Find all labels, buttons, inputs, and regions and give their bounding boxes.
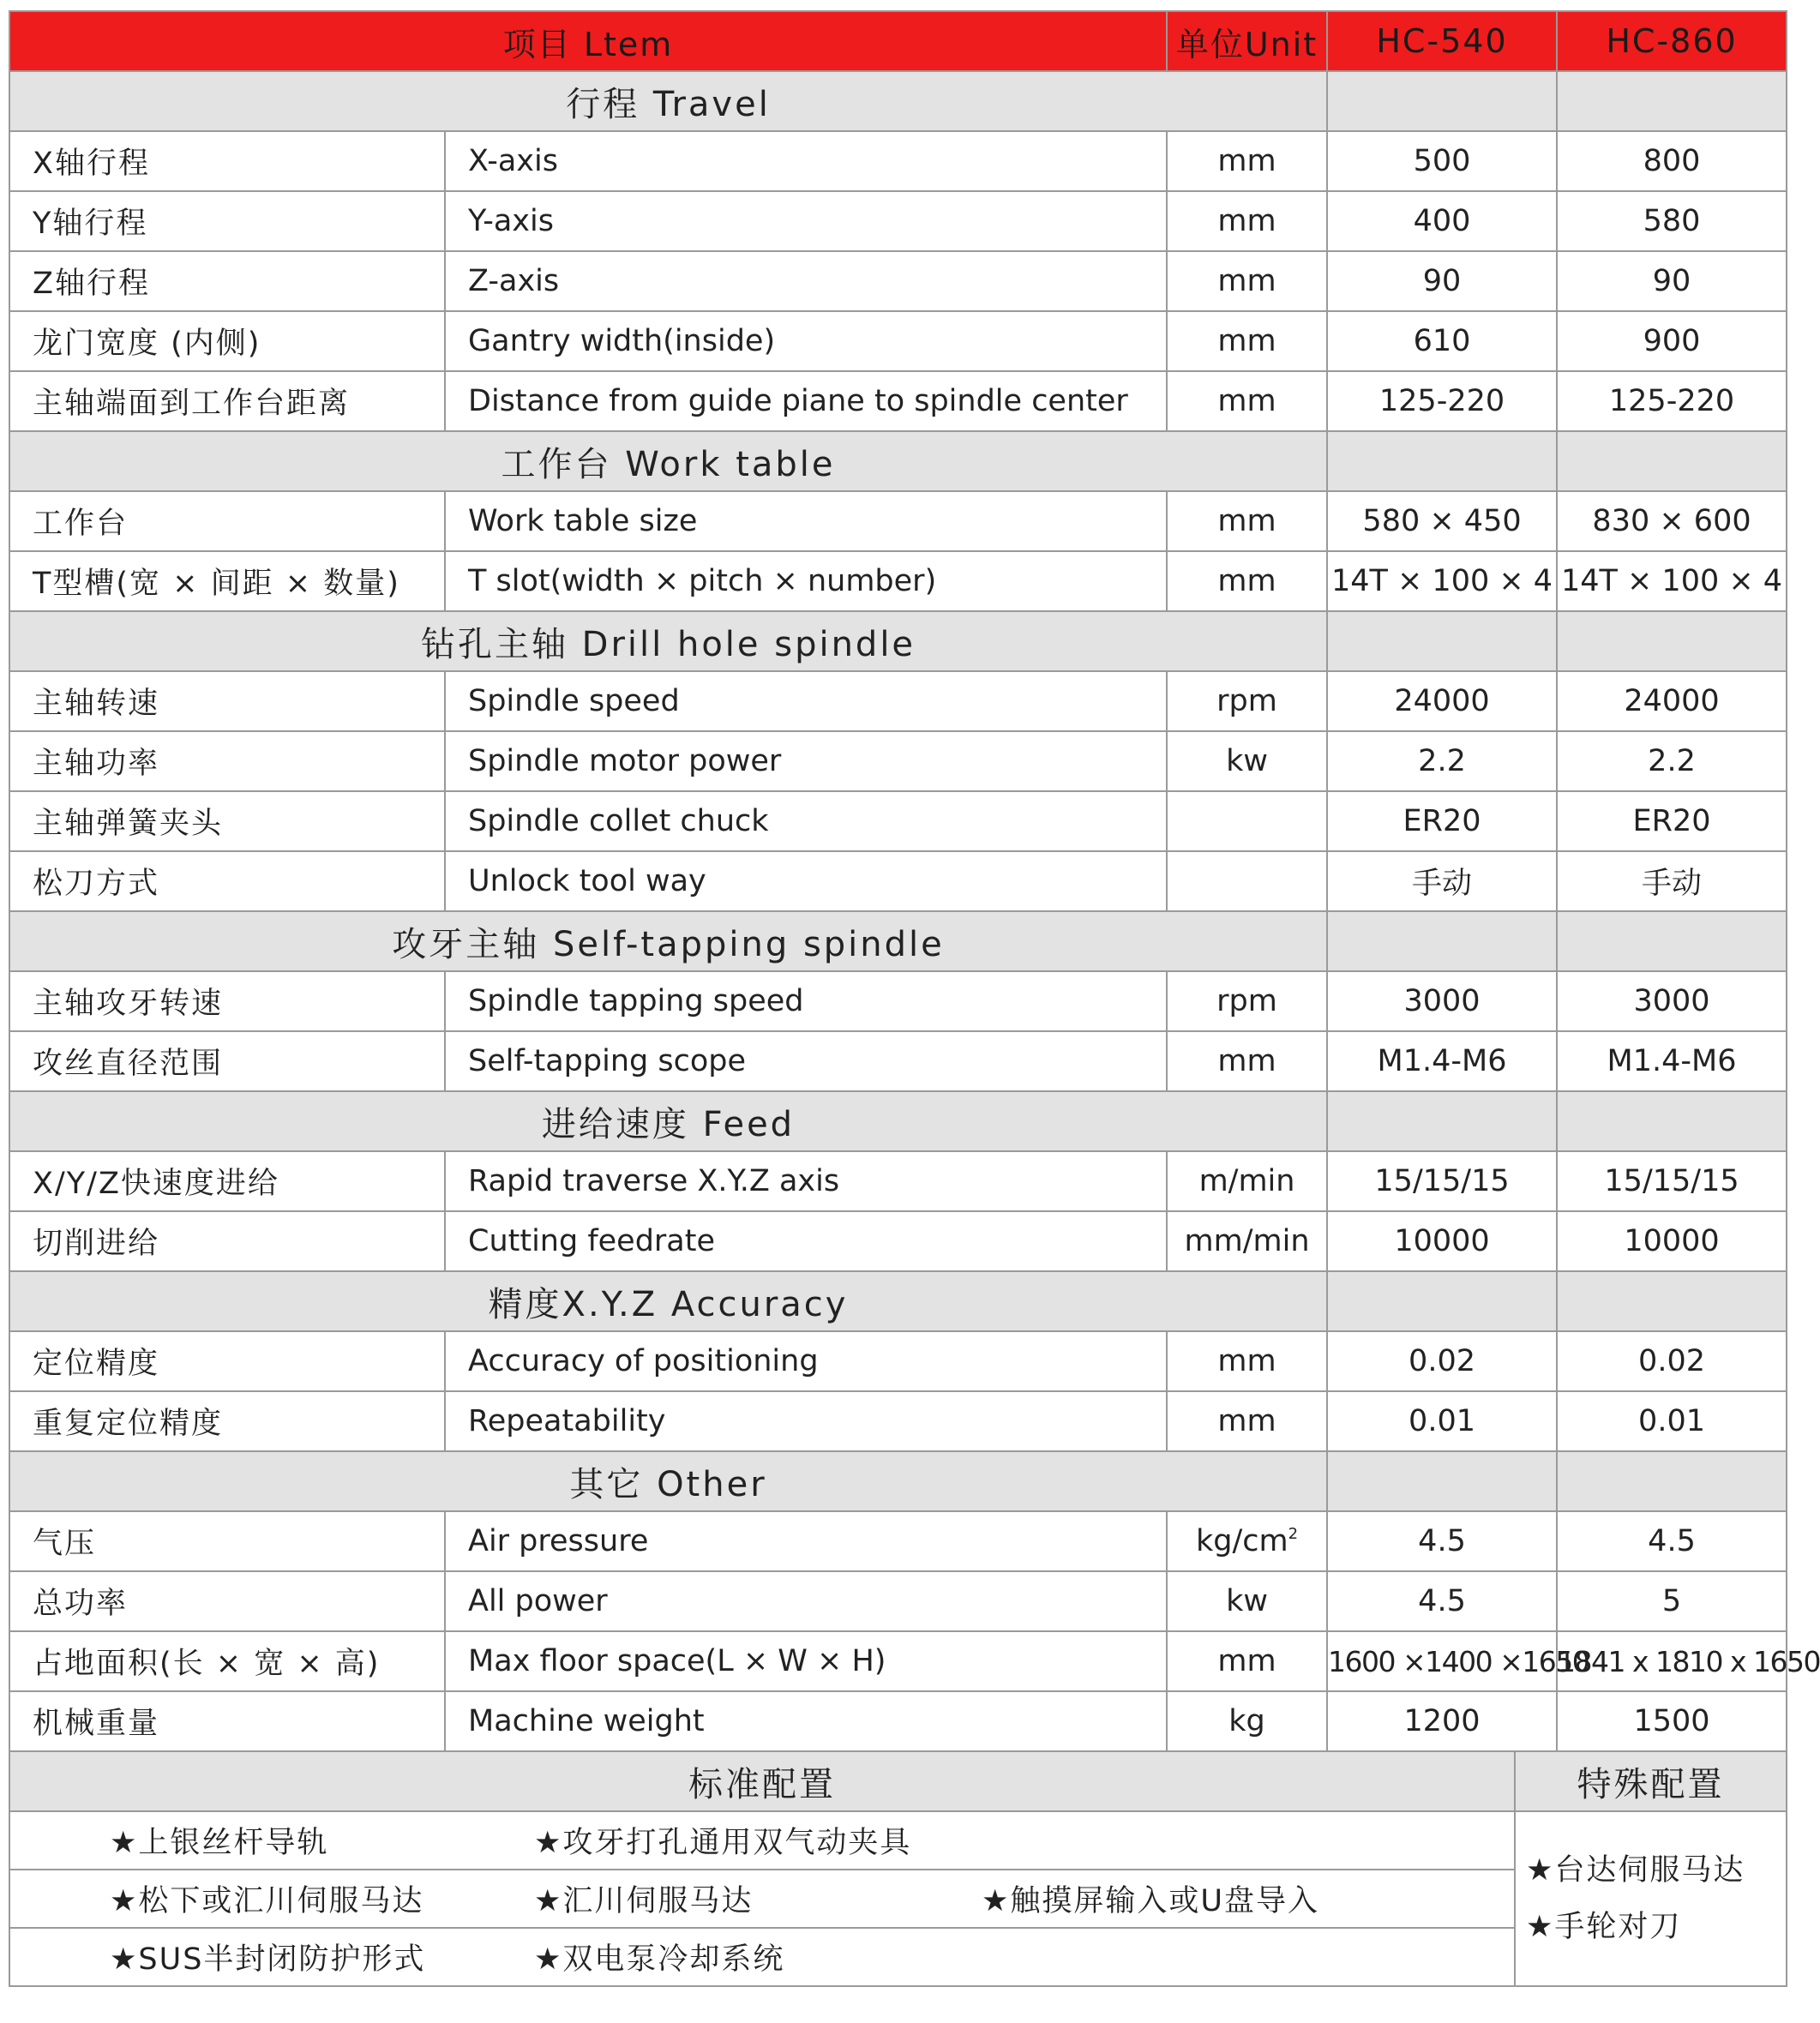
section-row <box>9 431 1787 491</box>
spec-name-cn: 占地面积(长 × 宽 × 高) <box>9 1631 445 1691</box>
standard-config-item <box>982 1811 1515 1870</box>
table-row <box>9 371 1787 431</box>
value-model-b: 手动 <box>1557 851 1787 911</box>
value-model-b: 5 <box>1557 1571 1787 1631</box>
standard-config-title: 标准配置 <box>9 1751 1515 1811</box>
table-row <box>9 1571 1787 1631</box>
spec-name-cn: 龙门宽度 (内侧) <box>9 311 445 371</box>
unit-text: mm <box>1217 1344 1276 1378</box>
spec-name-en: Max floor space(L × W × H) <box>445 1631 1167 1691</box>
unit-text: mm <box>1217 264 1276 298</box>
value-model-b: 1500 <box>1557 1691 1787 1751</box>
section-blank-b <box>1557 1271 1787 1331</box>
unit-text: mm <box>1217 1644 1276 1678</box>
section-title: 精度X.Y.Z Accuracy <box>9 1271 1327 1331</box>
unit-superscript: 2 <box>1288 1525 1299 1543</box>
value-model-b: 1841 x 1810 x 1650 <box>1557 1631 1787 1691</box>
section-blank-b <box>1557 431 1787 491</box>
spec-name-en: All power <box>445 1571 1167 1631</box>
spec-name-en: Machine weight <box>445 1691 1167 1751</box>
spec-name-en: Air pressure <box>445 1511 1167 1571</box>
table-row <box>9 251 1787 311</box>
spec-name-cn: 切削进给 <box>9 1211 445 1271</box>
unit-text: kw <box>1226 1584 1268 1618</box>
unit-text: mm/min <box>1184 1224 1310 1258</box>
table-row <box>9 191 1787 251</box>
table-row <box>9 971 1787 1031</box>
spec-unit <box>1167 731 1327 791</box>
value-model-a: 4.5 <box>1327 1511 1557 1571</box>
spec-name-en: Spindle motor power <box>445 731 1167 791</box>
table-row <box>9 551 1787 611</box>
spec-name-en: Unlock tool way <box>445 851 1167 911</box>
value-model-a: 手动 <box>1327 851 1557 911</box>
value-model-b: 14T × 100 × 4 <box>1557 551 1787 611</box>
unit-text: mm <box>1217 204 1276 238</box>
value-model-b: 830 × 600 <box>1557 491 1787 551</box>
value-model-a: 0.02 <box>1327 1331 1557 1391</box>
spec-name-cn: Y轴行程 <box>9 191 445 251</box>
special-config-item: ★手轮对刀 <box>1526 1910 1682 1944</box>
value-model-a: 3000 <box>1327 971 1557 1031</box>
section-title: 攻牙主轴 Self-tapping spindle <box>9 911 1327 971</box>
spec-name-en: Spindle collet chuck <box>445 791 1167 851</box>
spec-name-en: Work table size <box>445 491 1167 551</box>
table-row <box>9 1331 1787 1391</box>
spec-table <box>9 10 1820 1752</box>
spec-unit <box>1167 1691 1327 1751</box>
section-row <box>9 71 1787 131</box>
spec-unit <box>1167 851 1327 911</box>
unit-text: mm <box>1217 384 1276 418</box>
value-model-a: 2.2 <box>1327 731 1557 791</box>
spec-name-cn: 重复定位精度 <box>9 1391 445 1451</box>
table-row <box>9 1211 1787 1271</box>
unit-text: mm <box>1217 1044 1276 1078</box>
spec-unit <box>1167 1031 1327 1091</box>
value-model-b: ER20 <box>1557 791 1787 851</box>
spec-name-cn: X/Y/Z快速度进给 <box>9 1151 445 1211</box>
spec-name-cn: 总功率 <box>9 1571 445 1631</box>
section-blank-b <box>1557 71 1787 131</box>
spec-unit <box>1167 671 1327 731</box>
config-header-row <box>9 1751 1787 1811</box>
spec-name-en: Cutting feedrate <box>445 1211 1167 1271</box>
table-row <box>9 1631 1787 1691</box>
value-model-b: 2.2 <box>1557 731 1787 791</box>
spec-name-cn: 定位精度 <box>9 1331 445 1391</box>
value-model-b: 24000 <box>1557 671 1787 731</box>
section-row <box>9 611 1787 671</box>
value-model-b: 15/15/15 <box>1557 1151 1787 1211</box>
section-blank-b <box>1557 611 1787 671</box>
value-model-a: 125-220 <box>1327 371 1557 431</box>
spec-name-en: Spindle speed <box>445 671 1167 731</box>
value-model-a: 610 <box>1327 311 1557 371</box>
section-blank-a <box>1327 71 1557 131</box>
spec-unit <box>1167 131 1327 191</box>
value-model-a: 0.01 <box>1327 1391 1557 1451</box>
value-model-a: 500 <box>1327 131 1557 191</box>
table-row <box>9 1511 1787 1571</box>
value-model-a: 1600 ×1400 ×1650 <box>1327 1631 1557 1691</box>
spec-name-cn: 主轴攻牙转速 <box>9 971 445 1031</box>
table-row <box>9 491 1787 551</box>
value-model-b: 0.01 <box>1557 1391 1787 1451</box>
value-model-b: M1.4-M6 <box>1557 1031 1787 1091</box>
header-model-a: HC-540 <box>1327 11 1557 71</box>
spec-name-en: Self-tapping scope <box>445 1031 1167 1091</box>
table-row <box>9 131 1787 191</box>
spec-name-cn: 工作台 <box>9 491 445 551</box>
spec-unit <box>1167 1511 1327 1571</box>
spec-unit <box>1167 1211 1327 1271</box>
value-model-a: 24000 <box>1327 671 1557 731</box>
spec-name-en: Repeatability <box>445 1391 1167 1451</box>
section-blank-a <box>1327 1091 1557 1151</box>
section-blank-a <box>1327 911 1557 971</box>
section-blank-a <box>1327 1451 1557 1511</box>
standard-config-item: ★SUS半封闭防护形式 <box>9 1928 534 1986</box>
standard-config-item: ★上银丝杆导轨 <box>9 1811 534 1870</box>
special-config-list <box>1515 1811 1787 1986</box>
value-model-a: 15/15/15 <box>1327 1151 1557 1211</box>
spec-name-en: Z-axis <box>445 251 1167 311</box>
section-blank-a <box>1327 1271 1557 1331</box>
section-title: 其它 Other <box>9 1451 1327 1511</box>
spec-name-cn: T型槽(宽 × 间距 × 数量) <box>9 551 445 611</box>
standard-config-item: ★松下或汇川伺服马达 <box>9 1870 534 1928</box>
spec-name-en: Distance from guide piane to spindle center <box>445 371 1167 431</box>
special-config-item: ★台达伺服马达 <box>1526 1853 1745 1888</box>
spec-name-en: Y-axis <box>445 191 1167 251</box>
value-model-b: 0.02 <box>1557 1331 1787 1391</box>
section-blank-b <box>1557 1091 1787 1151</box>
table-row <box>9 791 1787 851</box>
table-row <box>9 1391 1787 1451</box>
section-title: 工作台 Work table <box>9 431 1327 491</box>
spec-unit <box>1167 971 1327 1031</box>
value-model-a: 90 <box>1327 251 1557 311</box>
spec-name-en: X-axis <box>445 131 1167 191</box>
value-model-b: 4.5 <box>1557 1511 1787 1571</box>
spec-name-cn: 攻丝直径范围 <box>9 1031 445 1091</box>
section-row <box>9 1271 1787 1331</box>
standard-config-item: ★双电泵冷却系统 <box>534 1928 982 1986</box>
config-row <box>9 1811 1787 1870</box>
standard-config-item: ★触摸屏输入或U盘导入 <box>982 1870 1515 1928</box>
config-table-body <box>9 1751 1787 1986</box>
spec-name-cn: X轴行程 <box>9 131 445 191</box>
spec-name-en: Rapid traverse X.Y.Z axis <box>445 1151 1167 1211</box>
unit-text: kw <box>1226 744 1268 778</box>
unit-text: mm <box>1217 144 1276 178</box>
spec-unit <box>1167 1151 1327 1211</box>
value-model-a: 400 <box>1327 191 1557 251</box>
value-model-a: 10000 <box>1327 1211 1557 1271</box>
spec-unit <box>1167 1631 1327 1691</box>
spec-name-cn: 机械重量 <box>9 1691 445 1751</box>
value-model-a: M1.4-M6 <box>1327 1031 1557 1091</box>
section-blank-a <box>1327 431 1557 491</box>
unit-text: kg/cm <box>1195 1524 1288 1558</box>
spec-name-en: Gantry width(inside) <box>445 311 1167 371</box>
value-model-a: ER20 <box>1327 791 1557 851</box>
unit-text: kg <box>1228 1704 1265 1738</box>
unit-text: m/min <box>1198 1164 1295 1198</box>
value-model-b: 3000 <box>1557 971 1787 1031</box>
spec-unit <box>1167 791 1327 851</box>
section-title: 进给速度 Feed <box>9 1091 1327 1151</box>
value-model-b: 580 <box>1557 191 1787 251</box>
table-row <box>9 671 1787 731</box>
section-blank-b <box>1557 911 1787 971</box>
section-blank-b <box>1557 1451 1787 1511</box>
table-row <box>9 1691 1787 1751</box>
header-unit: 单位Unit <box>1167 11 1327 71</box>
section-row <box>9 911 1787 971</box>
spec-unit <box>1167 311 1327 371</box>
spec-name-en: Spindle tapping speed <box>445 971 1167 1031</box>
standard-config-item: ★攻牙打孔通用双气动夹具 <box>534 1811 982 1870</box>
spec-unit <box>1167 491 1327 551</box>
spec-unit <box>1167 371 1327 431</box>
spec-name-cn: 主轴端面到工作台距离 <box>9 371 445 431</box>
spec-table-body <box>9 11 1820 1751</box>
spec-unit <box>1167 551 1327 611</box>
config-table <box>9 1750 1787 1987</box>
value-model-a: 14T × 100 × 4 <box>1327 551 1557 611</box>
header-row <box>9 11 1787 71</box>
header-item: 项目 Ltem <box>9 11 1167 71</box>
standard-config-item <box>982 1928 1515 1986</box>
spec-name-en: T slot(width × pitch × number) <box>445 551 1167 611</box>
section-blank-a <box>1327 611 1557 671</box>
spec-unit <box>1167 1571 1327 1631</box>
spec-unit <box>1167 1331 1327 1391</box>
spec-name-cn: 主轴转速 <box>9 671 445 731</box>
spec-name-cn: 主轴功率 <box>9 731 445 791</box>
value-model-b: 900 <box>1557 311 1787 371</box>
spec-unit <box>1167 191 1327 251</box>
unit-text: mm <box>1217 1404 1276 1438</box>
spec-sheet <box>9 10 1820 1987</box>
value-model-a: 1200 <box>1327 1691 1557 1751</box>
value-model-b: 125-220 <box>1557 371 1787 431</box>
table-row <box>9 1031 1787 1091</box>
unit-text: mm <box>1217 324 1276 358</box>
special-config-title: 特殊配置 <box>1515 1751 1787 1811</box>
table-row <box>9 1151 1787 1211</box>
unit-text: mm <box>1217 504 1276 538</box>
value-model-a: 4.5 <box>1327 1571 1557 1631</box>
section-row <box>9 1091 1787 1151</box>
spec-name-cn: 气压 <box>9 1511 445 1571</box>
table-row <box>9 851 1787 911</box>
unit-text: rpm <box>1216 984 1277 1018</box>
standard-config-item: ★汇川伺服马达 <box>534 1870 982 1928</box>
value-model-b: 90 <box>1557 251 1787 311</box>
section-row <box>9 1451 1787 1511</box>
unit-text: rpm <box>1216 684 1277 718</box>
unit-text: mm <box>1217 564 1276 598</box>
section-title: 钻孔主轴 Drill hole spindle <box>9 611 1327 671</box>
spec-name-cn: 松刀方式 <box>9 851 445 911</box>
value-model-b: 10000 <box>1557 1211 1787 1271</box>
spec-name-cn: Z轴行程 <box>9 251 445 311</box>
section-title: 行程 Travel <box>9 71 1327 131</box>
value-model-a: 580 × 450 <box>1327 491 1557 551</box>
spec-unit <box>1167 1391 1327 1451</box>
header-model-b: HC-860 <box>1557 11 1787 71</box>
spec-unit <box>1167 251 1327 311</box>
table-row <box>9 311 1787 371</box>
table-row <box>9 731 1787 791</box>
spec-name-en: Accuracy of positioning <box>445 1331 1167 1391</box>
value-model-b: 800 <box>1557 131 1787 191</box>
spec-name-cn: 主轴弹簧夹头 <box>9 791 445 851</box>
